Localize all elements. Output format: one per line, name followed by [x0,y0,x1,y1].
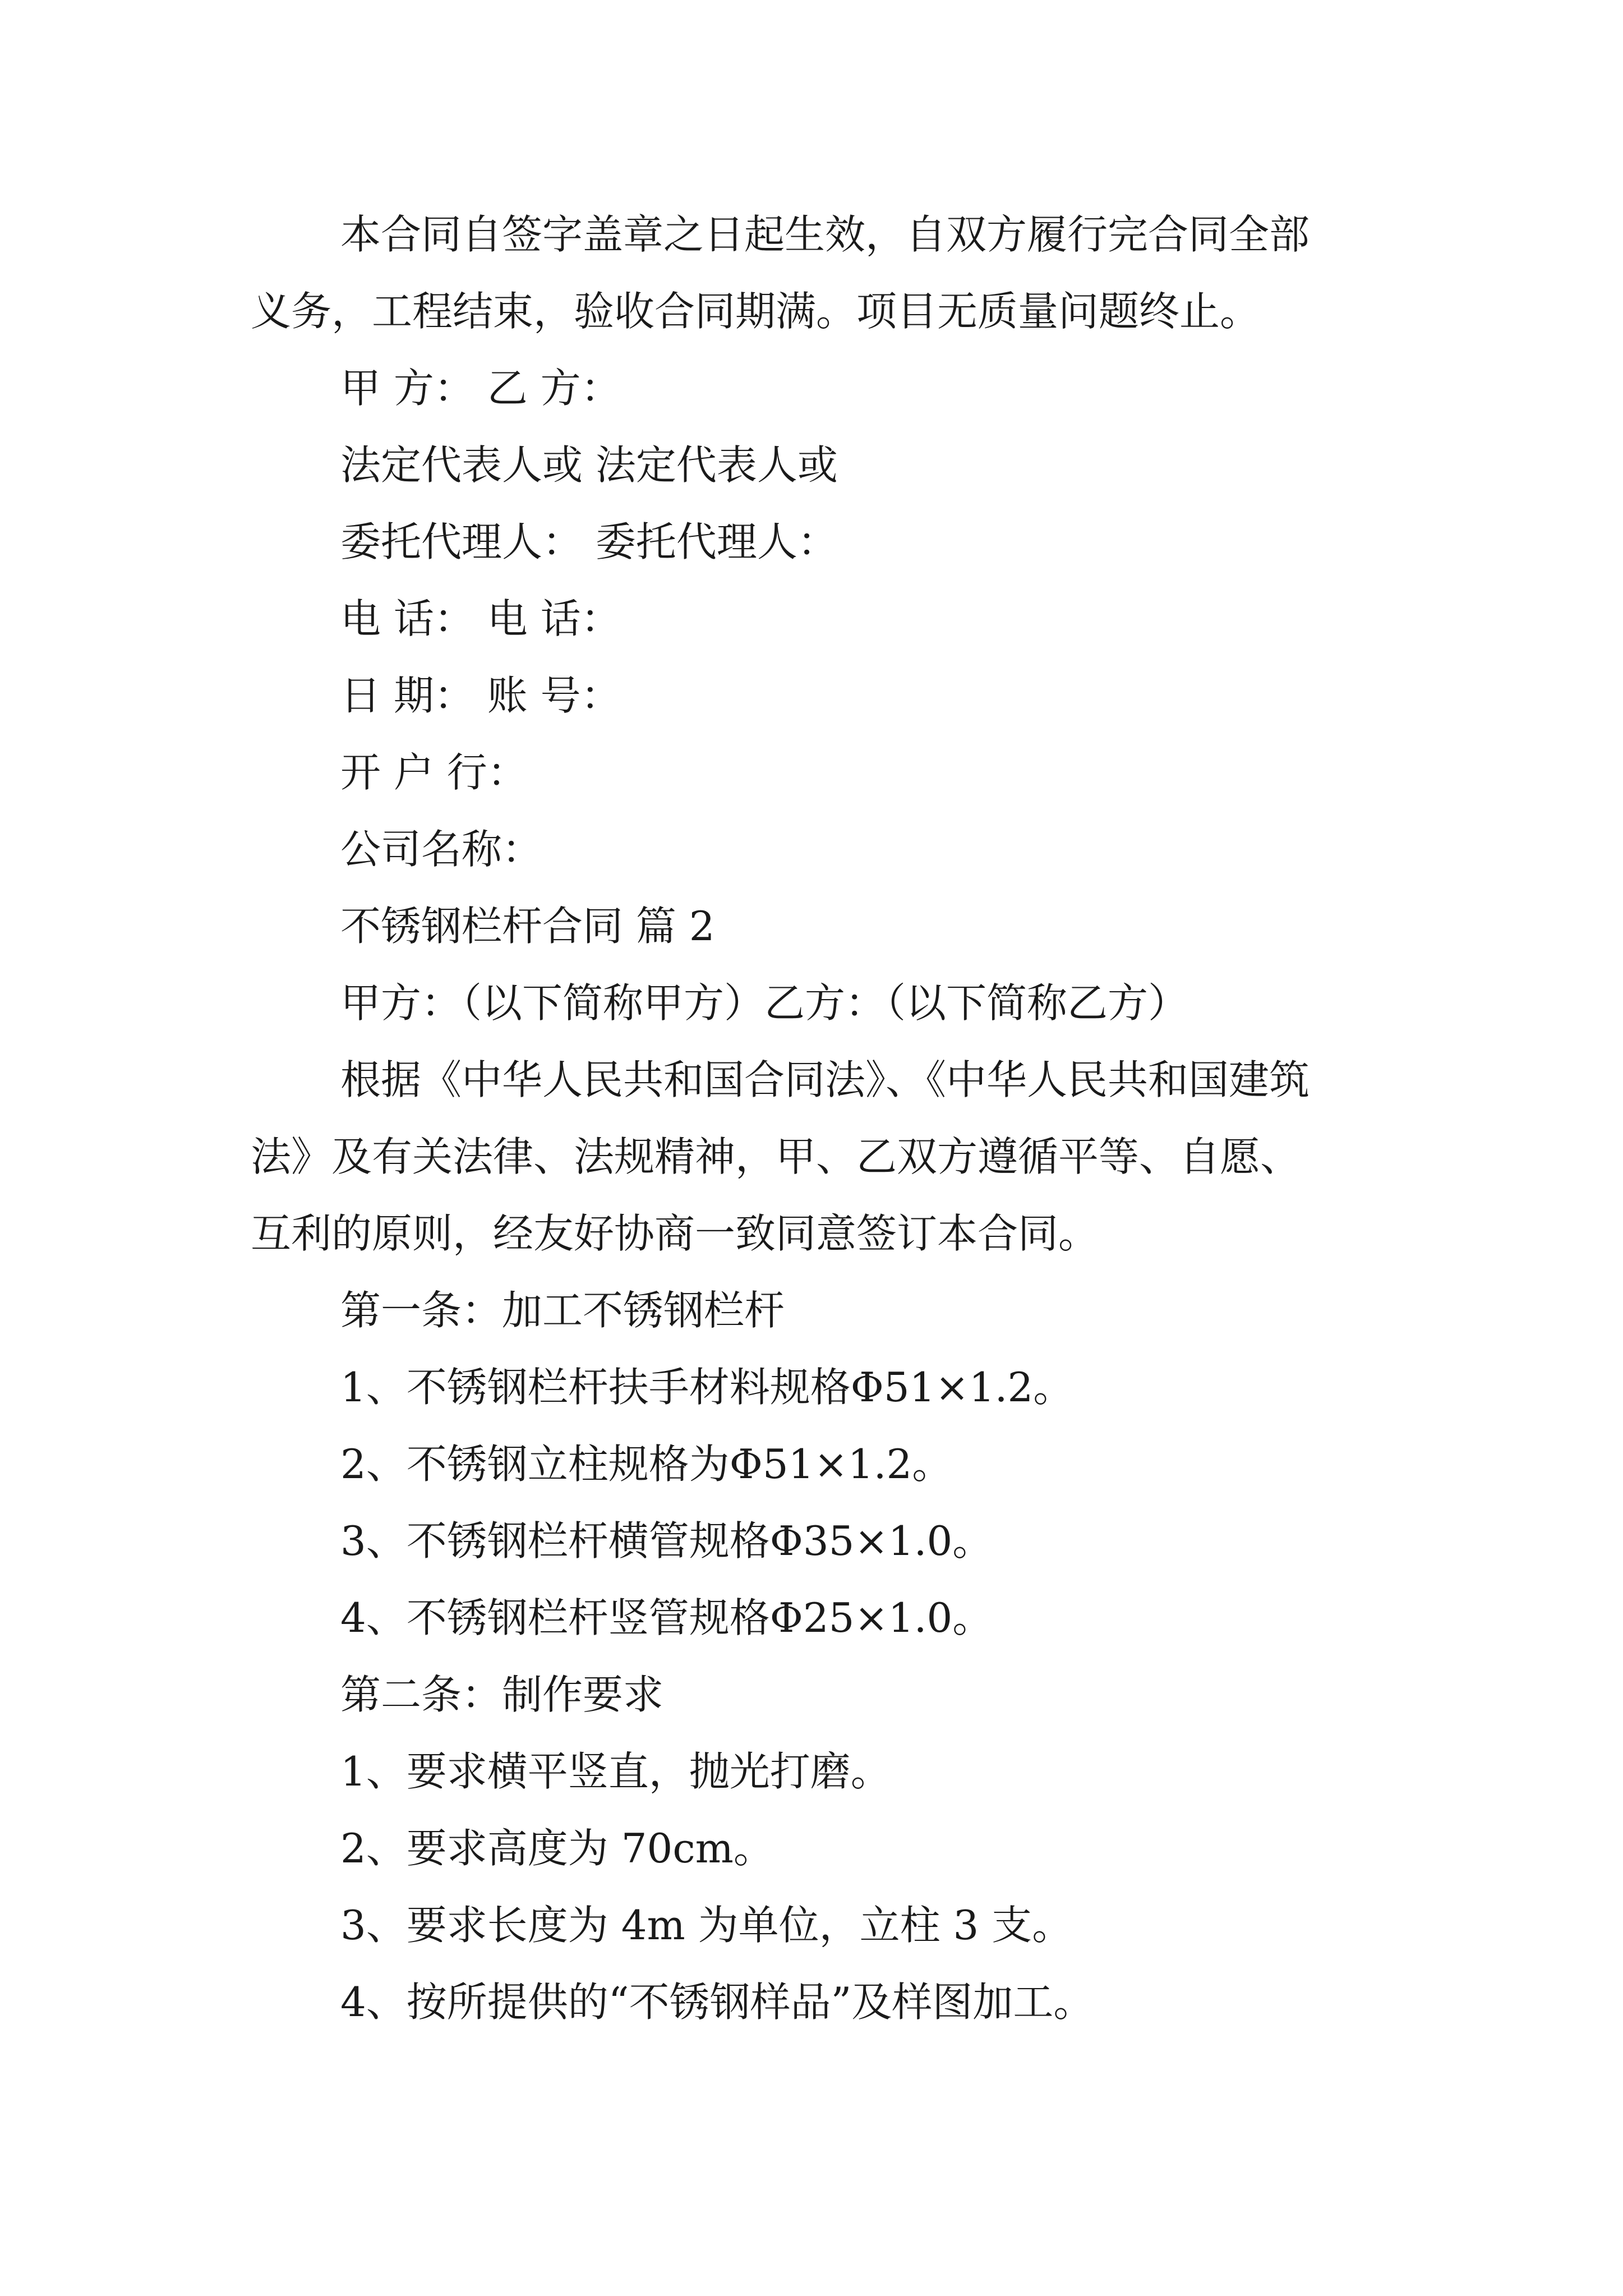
parties-line: 甲方：（以下简称甲方）乙方：（以下简称乙方） [340,979,1189,1027]
article-2-heading: 第二条：制作要求 [340,1671,664,1718]
paragraph-legal-basis-end: 互利的原则，经友好协商一致同意签订本合同。 [251,1210,1099,1257]
signature-bank: 开 户 行： [340,749,528,796]
article-2-item-2: 2、要求高度为 70cm。 [340,1825,774,1872]
signature-date-account: 日 期： 账 号： [340,672,621,719]
article-1-item-4: 4、不锈钢栏杆竖管规格Φ25×1.0。 [340,1594,993,1641]
article-2-item-4: 4、按所提供的“不锈钢样品”及样图加工。 [340,1978,1094,2026]
signature-phone: 电 话： 电 话： [340,595,621,642]
paragraph-effective-clause: 本合同自签字盖章之日起生效，自双方履行完合同全部 [340,211,1310,258]
article-1-heading: 第一条：加工不锈钢栏杆 [340,1287,785,1334]
signature-legal-rep: 法定代表人或 法定代表人或 [340,441,838,489]
paragraph-legal-basis-cont: 法》及有关法律、法规精神，甲、乙双方遵循平等、自愿、 [251,1133,1301,1180]
signature-agent: 委托代理人： 委托代理人： [340,518,838,565]
paragraph-effective-clause-cont: 义务，工程结束，验收合同期满。项目无质量问题终止。 [251,288,1261,335]
paragraph-legal-basis: 根据《中华人民共和国合同法》、《中华人民共和国建筑 [340,1056,1310,1103]
article-1-item-2: 2、不锈钢立柱规格为Φ51×1.2。 [340,1441,953,1488]
article-1-item-3: 3、不锈钢栏杆横管规格Φ35×1.0。 [340,1517,993,1565]
article-1-item-1: 1、不锈钢栏杆扶手材料规格Φ51×1.2。 [340,1364,1074,1411]
signature-party-labels: 甲 方： 乙 方： [340,365,621,412]
signature-company: 公司名称： [340,826,543,873]
article-2-item-3: 3、要求长度为 4m 为单位，立柱 3 支。 [340,1902,1073,1949]
section-title: 不锈钢栏杆合同 篇 2 [340,903,715,950]
article-2-item-1: 1、要求横平竖直，抛光打磨。 [340,1748,891,1795]
